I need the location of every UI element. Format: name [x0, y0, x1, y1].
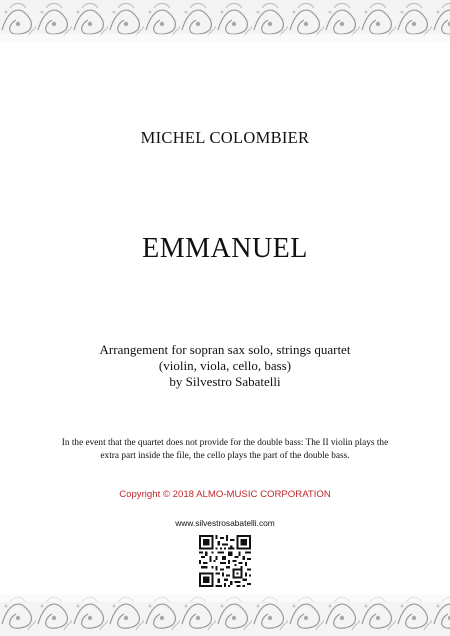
- copyright-notice: Copyright © 2018 ALMO-MUSIC CORPORATION: [119, 489, 331, 500]
- arrangement-line-3: by Silvestro Sabatelli: [169, 374, 281, 389]
- arrangement-line-1: Arrangement for sopran sax solo, strings quartet: [99, 342, 351, 357]
- arrangement-description: [0, 342, 450, 390]
- composer-name: MICHEL COLOMBIER: [140, 128, 310, 147]
- note-line-1: In the event that the quartet does not provide for the double bass: The II violin plays the: [61, 438, 389, 448]
- ornamental-border-top: [0, 0, 450, 42]
- note-line-2: extra part inside the file, the cello plays the part of the double bass.: [100, 450, 350, 461]
- arrangement-line-2: (violin, viola, cello, bass): [158, 358, 292, 373]
- piece-title: EMMANUEL: [142, 233, 308, 264]
- website-link[interactable]: www.silvestrosabatelli.com: [175, 518, 275, 528]
- qr-code-icon: [199, 535, 251, 587]
- ornamental-border-bottom: [0, 594, 450, 636]
- performance-note: [40, 437, 410, 462]
